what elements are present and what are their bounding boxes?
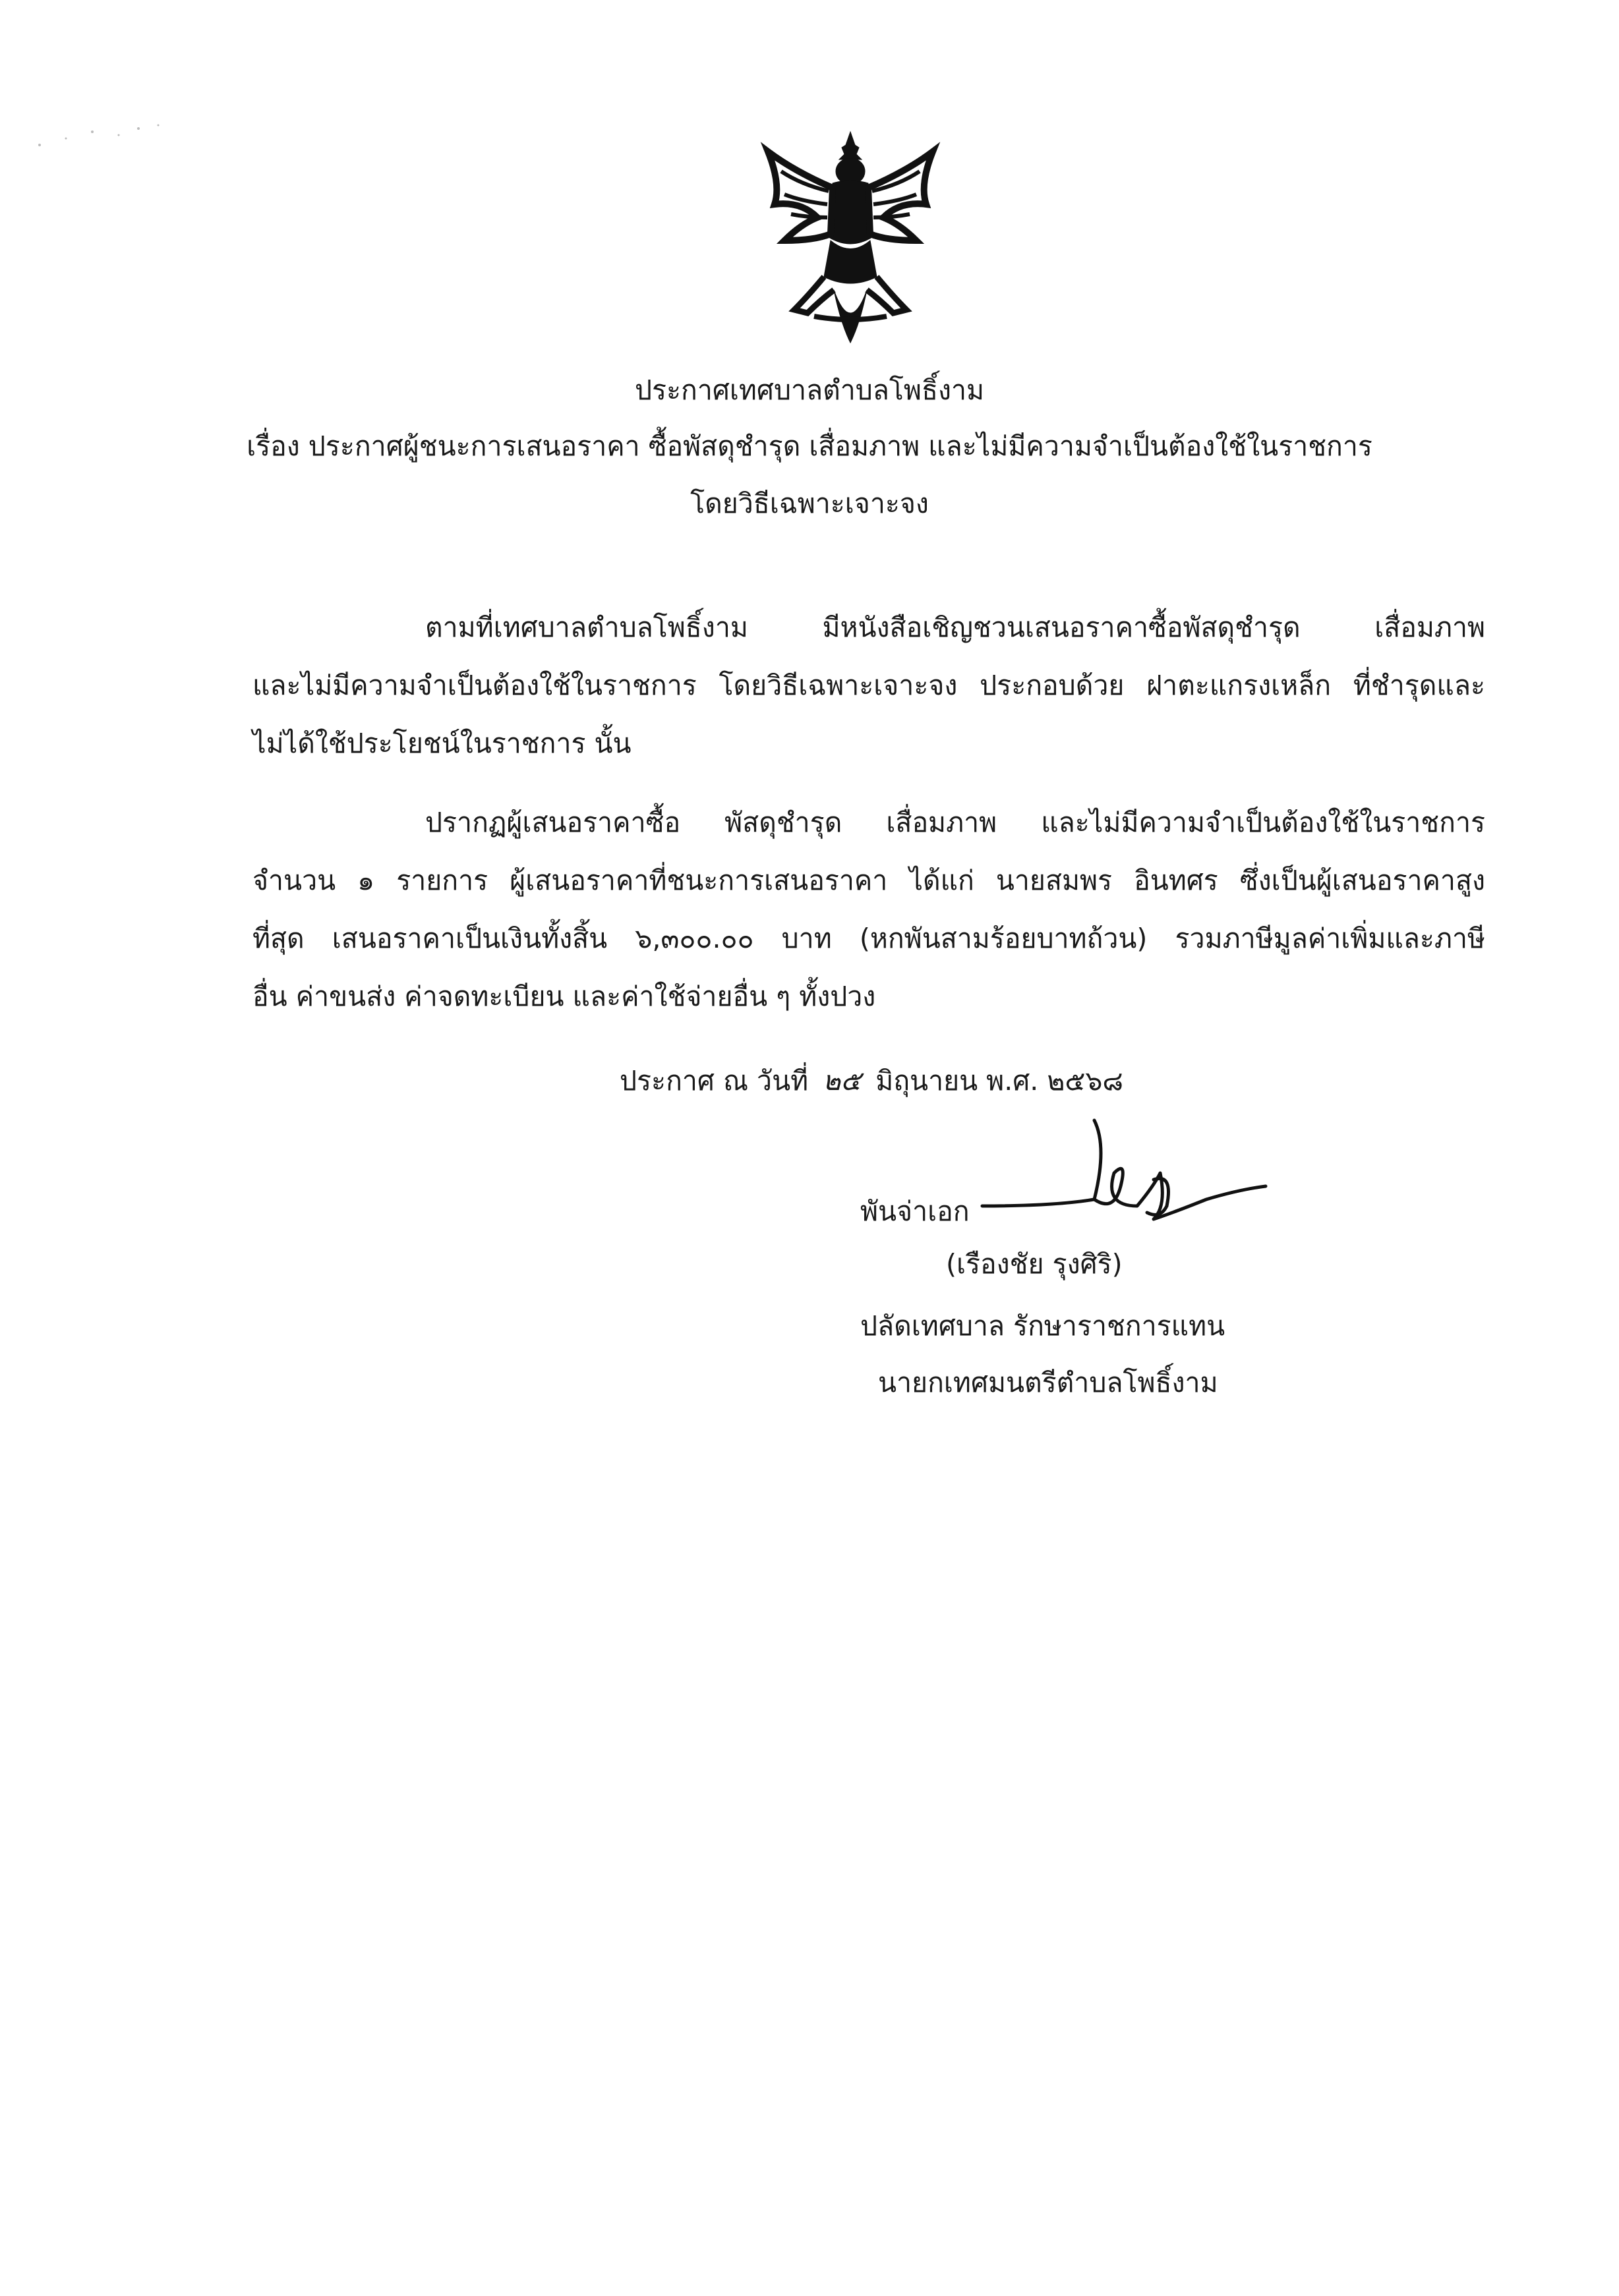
para1-line-1: ตามที่เทศบาลตำบลโพธิ์งาม มีหนังสือเชิญชวนเสนอราคาซื้อพัสดุชำรุด เสื่อมภาพ: [425, 612, 1485, 643]
para2-line-3: ที่สุด เสนอราคาเป็นเงินทั้งสิ้น ๖,๓๐๐.๐๐ บาท (หกพันสามร้อยบาทถ้วน) รวมภาษีมูลค่าเพิ่มและภาษี: [252, 923, 1485, 954]
signer-position-1: ปลัดเทศบาล รักษาราชการแทน: [860, 1310, 1225, 1342]
announcement-date: [620, 1065, 1124, 1097]
subject-line-2: โดยวิธีเฉพาะเจาะจง: [690, 488, 929, 519]
para1-line-3: ไม่ได้ใช้ประโยชน์ในราชการ นั้น: [252, 728, 632, 759]
subject-line-1: เรื่อง ประกาศผู้ชนะการเสนอราคา ซื้อพัสดุชำรุด เสื่อมภาพ และไม่มีความจำเป็นต้องใช้ในราชการ: [247, 430, 1372, 462]
para1-line-2: และไม่มีความจำเป็นต้องใช้ในราชการ โดยวิธีเฉพาะเจาะจง ประกอบด้วย ฝาตะแกรงเหล็ก ที่ชำรุดและ: [252, 670, 1485, 701]
para2-line-4: อื่น ค่าขนส่ง ค่าจดทะเบียน และค่าใช้จ่ายอื่น ๆ ทั้งปวง: [252, 981, 876, 1012]
announcement-title: ประกาศเทศบาลตำบลโพธิ์งาม: [634, 374, 985, 406]
garuda-emblem: [755, 125, 946, 349]
handwritten-signature: [956, 1107, 1272, 1265]
signer-position-2: นายกเทศมนตรีตำบลโพธิ์งาม: [878, 1367, 1218, 1398]
scan-speckles: [26, 105, 171, 158]
para2-line-1: ปรากฏผู้เสนอราคาซื้อ พัสดุชำรุด เสื่อมภาพ และไม่มีความจำเป็นต้องใช้ในราชการ: [425, 807, 1485, 838]
para2-line-2: จำนวน ๑ รายการ ผู้เสนอราคาที่ชนะการเสนอราคา ได้แก่ นายสมพร อินทศร ซึ่งเป็นผู้เสนอราคาสูง: [252, 865, 1485, 896]
signer-rank: พันจ่าเอก: [860, 1195, 970, 1227]
date-prefix: ประกาศ ณ วันที่: [620, 1065, 809, 1097]
date-day-handwritten: ๒๕: [823, 1065, 862, 1097]
signer-name: (เรืองชัย รุงศิริ): [946, 1248, 1123, 1280]
date-suffix: มิถุนายน พ.ศ. ๒๕๖๘: [875, 1065, 1124, 1097]
